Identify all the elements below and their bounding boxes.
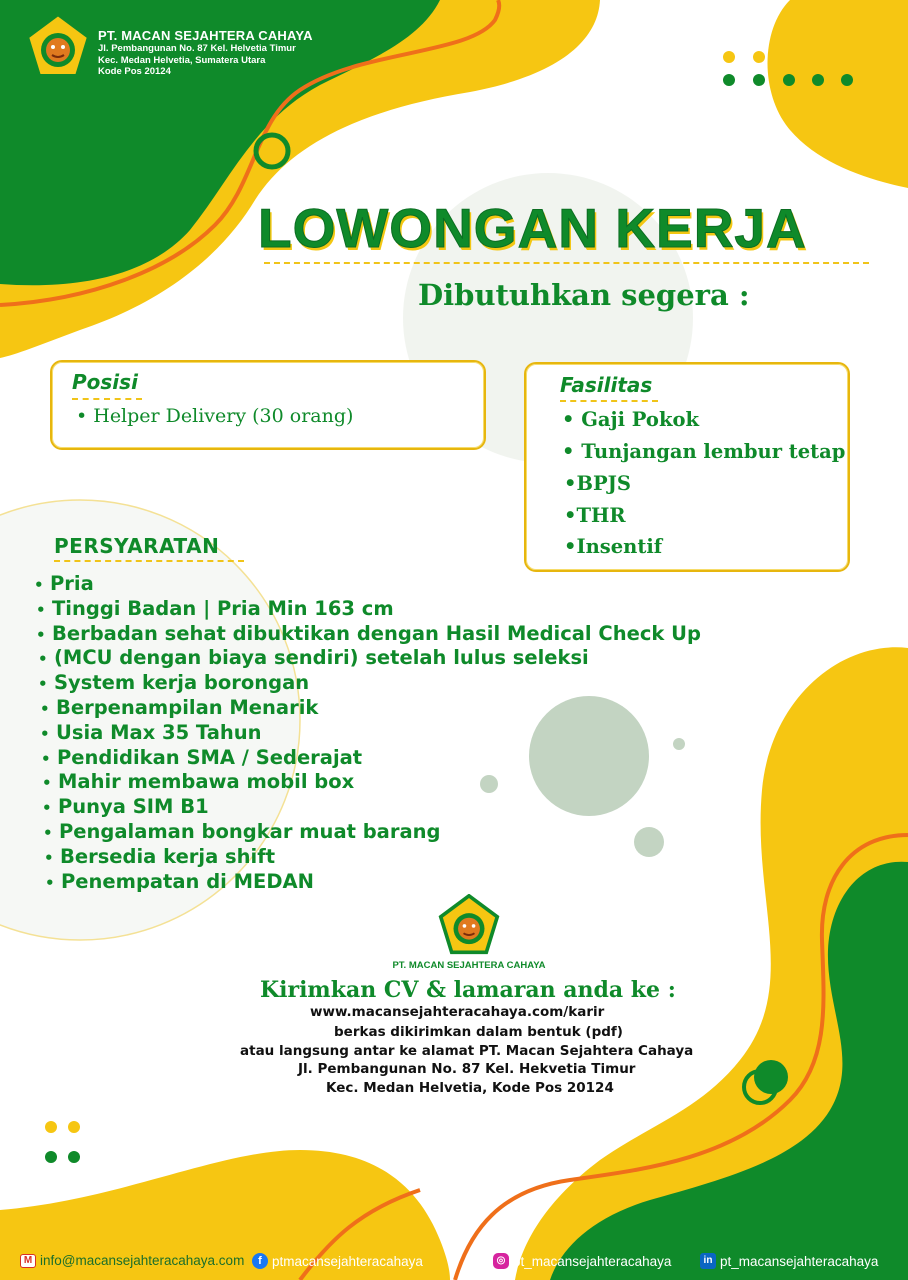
requirement-text: Mahir membawa mobil box [58, 770, 355, 794]
send-line-district: Kec. Medan Helvetia, Kode Pos 20124 [326, 1080, 614, 1096]
requirement-item [34, 795, 701, 820]
fasilitas-item: •BPJS [564, 472, 631, 495]
persyaratan-heading-rule [54, 560, 244, 562]
requirement-text: Usia Max 35 Tahun [56, 720, 262, 744]
posisi-heading-rule [72, 398, 142, 400]
bullet-icon: • [34, 576, 44, 594]
send-heading: Kirimkan CV & lamaran anda ke : [260, 977, 676, 1003]
footer-facebook[interactable] [252, 1253, 423, 1269]
bullet-icon: • [42, 774, 52, 793]
bottom-green-dot [754, 1060, 788, 1094]
requirement-text: Berbadan sehat dibuktikan dengan Hasil Medical Check Up [52, 621, 701, 645]
company-address-line-3: Kode Pos 20124 [98, 66, 171, 77]
requirement-item [34, 845, 701, 870]
requirement-text: Berpenampilan Menarik [56, 695, 319, 719]
fasilitas-item: • Gaji Pokok [562, 408, 699, 431]
send-line-street: Jl. Pembangunan No. 87 Kel. Hekvetia Timur [298, 1061, 636, 1077]
send-line-website: www.macansejahteracahaya.com/karir [310, 1004, 605, 1020]
fasilitas-item: •Insentif [564, 535, 663, 558]
company-info [98, 28, 313, 78]
requirement-item [34, 696, 701, 721]
page-subtitle: Dibutuhkan segera : [418, 278, 750, 312]
company-name: PT. MACAN SEJAHTERA CAHAYA [98, 28, 313, 43]
posisi-item: • Helper Delivery (30 orang) [76, 405, 354, 427]
requirement-text: Pria [50, 572, 94, 595]
bullet-icon: • [36, 600, 46, 619]
send-line-deliver: atau langsung antar ke alamat PT. Macan Sejahtera Cahaya [240, 1043, 694, 1059]
top-right-yellow-blob [768, 0, 908, 188]
footer-facebook-text: ptmacansejahteracahaya [272, 1253, 423, 1269]
bullet-icon: • [44, 848, 54, 867]
persyaratan-list [34, 572, 701, 894]
fasilitas-heading: Fasilitas [560, 373, 653, 397]
requirement-text: Pendidikan SMA / Sederajat [57, 745, 363, 769]
posisi-card [50, 360, 486, 450]
center-company-name: PT. MACAN SEJAHTERA CAHAYA [392, 960, 546, 971]
linkedin-icon: in [700, 1253, 716, 1269]
send-line-format: berkas dikirimkan dalam bentuk (pdf) [334, 1024, 623, 1040]
requirement-item [34, 671, 701, 696]
footer-email[interactable] [20, 1253, 244, 1268]
footer-instagram-text: pt_macansejahteracahaya [513, 1253, 672, 1269]
requirement-text: System kerja borongan [54, 671, 310, 695]
footer-linkedin-text: pt_macansejahteracahaya [720, 1253, 879, 1269]
company-address-line-2: Kec. Medan Helvetia, Sumatera Utara [98, 54, 266, 66]
requirement-text: (MCU dengan biaya sendiri) setelah lulus seleksi [54, 646, 589, 670]
footer-email-text: info@macansejahteracahaya.com [40, 1253, 245, 1268]
requirement-item [34, 597, 701, 622]
bullet-icon: • [43, 823, 53, 842]
bullet-icon: • [41, 749, 51, 768]
title-divider [264, 262, 869, 264]
requirement-item [34, 746, 701, 771]
posisi-heading: Posisi [72, 370, 138, 394]
requirement-item [34, 572, 701, 597]
bullet-icon: • [40, 724, 50, 743]
fasilitas-item: •THR [564, 504, 626, 527]
requirement-text: Pengalaman bongkar muat barang [59, 819, 441, 843]
fasilitas-card [524, 362, 850, 572]
tiger-emblem-logo [24, 12, 92, 80]
bullet-icon: • [45, 873, 55, 892]
bullet-icon: • [38, 675, 48, 694]
page-title: LOWONGAN KERJA [258, 197, 807, 259]
requirement-text: Tinggi Badan | Pria Min 163 cm [52, 596, 394, 620]
requirement-text: Punya SIM B1 [58, 795, 209, 819]
requirement-item [34, 622, 701, 647]
facebook-icon: f [252, 1253, 268, 1269]
bullet-icon: • [42, 799, 52, 818]
requirement-item [34, 721, 701, 746]
bottom-left-dots [45, 1121, 80, 1163]
requirement-item [34, 770, 701, 795]
company-address-line-1: Jl. Pembangunan No. 87 Kel. Helvetia Timur [98, 43, 296, 54]
fasilitas-heading-rule [560, 400, 658, 402]
requirement-text: Bersedia kerja shift [60, 844, 276, 868]
tiger-emblem-logo-center [438, 894, 500, 956]
bullet-icon: • [40, 699, 50, 718]
mail-icon: M [20, 1254, 36, 1268]
persyaratan-heading: PERSYARATAN [54, 534, 220, 558]
requirement-item [34, 820, 701, 845]
footer-instagram[interactable] [493, 1253, 671, 1269]
footer-linkedin[interactable] [700, 1253, 878, 1269]
requirement-item [34, 646, 701, 671]
requirement-item [34, 870, 701, 895]
instagram-icon: ◎ [493, 1253, 509, 1269]
bullet-icon: • [38, 650, 48, 669]
fasilitas-item: • Tunjangan lembur tetap [562, 440, 846, 463]
requirement-text: Penempatan di MEDAN [61, 869, 314, 893]
bullet-icon: • [36, 625, 46, 644]
